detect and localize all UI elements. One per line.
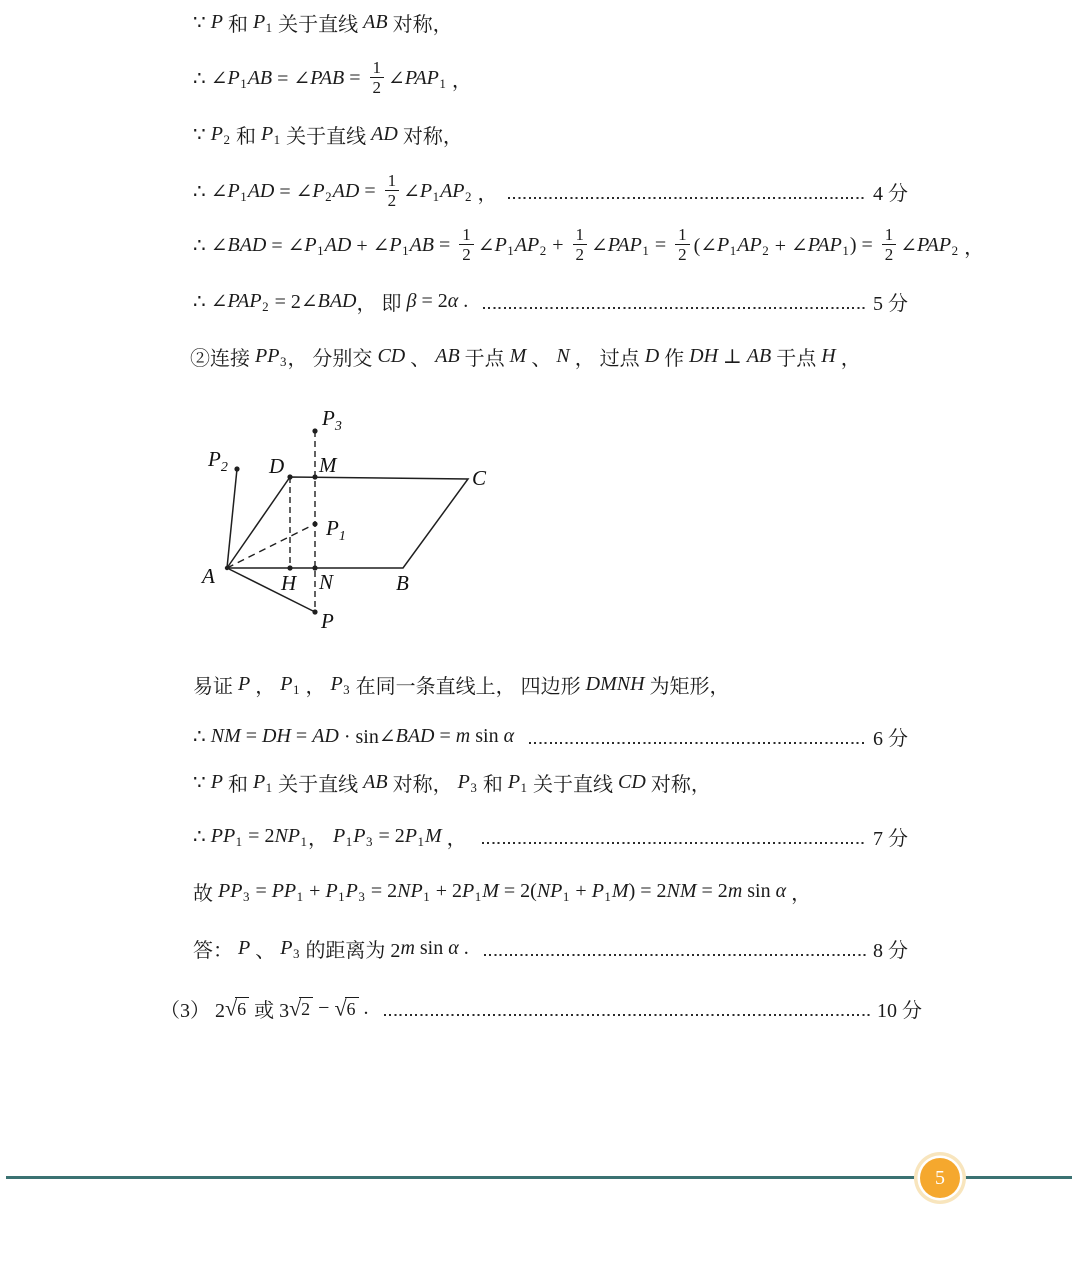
subscript: 3 bbox=[365, 834, 373, 849]
math-variable: P bbox=[494, 233, 507, 256]
text-segment: sin bbox=[742, 879, 776, 902]
text-segment: ⊥ bbox=[718, 345, 747, 368]
math-variable: P bbox=[227, 179, 240, 202]
fraction-numerator: 1 bbox=[370, 59, 385, 78]
text-segment: 关于直线 bbox=[528, 773, 619, 796]
dotted-leader bbox=[484, 954, 867, 956]
math-variable: α bbox=[775, 879, 787, 902]
math-variable: P bbox=[419, 179, 433, 202]
subscript: 1 bbox=[642, 243, 649, 258]
subscript: 1 bbox=[842, 243, 849, 258]
text-segment: 和 bbox=[230, 125, 261, 148]
math-variable: β bbox=[406, 289, 417, 312]
radical-sign: √ bbox=[225, 995, 238, 1021]
text-segment: 、 bbox=[405, 347, 436, 370]
line-premise-p-p1-ab bbox=[193, 8, 453, 36]
subscript: 1 bbox=[265, 20, 273, 35]
text-segment: ∵ bbox=[193, 11, 211, 34]
math-variable: m bbox=[727, 879, 743, 902]
math-variable: P bbox=[345, 879, 358, 902]
text-segment: . bbox=[358, 996, 374, 1019]
text-segment: 作 bbox=[659, 347, 690, 370]
text-segment: = bbox=[290, 724, 313, 747]
page-number: 5 bbox=[935, 1166, 945, 1189]
math-variable: PP bbox=[210, 824, 236, 847]
math-variable: NP bbox=[397, 879, 423, 902]
dotted-leader bbox=[482, 842, 867, 844]
subscript: 2 bbox=[539, 243, 547, 258]
subscript: 3 bbox=[279, 354, 287, 369]
text-segment: = bbox=[344, 66, 366, 89]
text-segment: = bbox=[434, 233, 456, 256]
text-segment: sin bbox=[470, 724, 504, 747]
line-collinear-rectangle bbox=[193, 670, 730, 698]
subscript: 1 bbox=[729, 243, 737, 258]
fraction bbox=[459, 226, 474, 265]
line-premise-p2-p1-ad bbox=[193, 120, 463, 148]
text-segment: ， bbox=[835, 347, 861, 370]
text-segment: + bbox=[304, 879, 326, 902]
text-segment: （3） 2 bbox=[160, 999, 225, 1022]
text-segment: ∠ bbox=[477, 234, 495, 257]
label-d: D bbox=[269, 454, 285, 478]
score-label: 10 分 bbox=[877, 999, 922, 1022]
math-variable: NP bbox=[274, 824, 301, 847]
radical-sign: √ bbox=[334, 995, 347, 1021]
text-segment: = bbox=[250, 879, 272, 902]
subscript: 1 bbox=[423, 889, 430, 904]
line-symmetry-p-p1-p3 bbox=[193, 768, 711, 796]
subscript: 1 bbox=[292, 682, 300, 697]
text-segment: ， bbox=[300, 675, 331, 698]
fraction-denominator: 2 bbox=[462, 245, 471, 264]
fraction bbox=[675, 226, 690, 265]
text-segment: 为矩形， bbox=[644, 675, 730, 698]
text-segment: = bbox=[649, 233, 672, 256]
text-segment: ∴ bbox=[193, 825, 211, 848]
math-variable: P bbox=[210, 770, 223, 793]
text-segment: 对称， bbox=[397, 125, 463, 148]
math-variable: P bbox=[260, 122, 274, 145]
text-segment: = 2 bbox=[696, 879, 728, 902]
line-pp1-2np1-score7 bbox=[193, 822, 908, 850]
math-variable: AB bbox=[363, 10, 388, 33]
math-variable: PAP bbox=[607, 233, 642, 256]
math-variable: P bbox=[227, 66, 240, 89]
fraction-denominator: 2 bbox=[678, 245, 687, 264]
math-variable: α bbox=[503, 724, 515, 747]
text-segment: + bbox=[570, 879, 592, 902]
text-segment: 对称， bbox=[645, 773, 711, 796]
text-segment: 答： bbox=[193, 939, 238, 962]
dashed-line-a-p1 bbox=[227, 524, 315, 568]
math-variable: P bbox=[280, 672, 293, 695]
math-variable: M bbox=[611, 879, 629, 902]
label-p3: $P_3$ bbox=[322, 406, 342, 434]
math-variable: PAP bbox=[227, 289, 262, 312]
math-variable: BAD bbox=[317, 289, 357, 312]
text-segment: = 2 bbox=[365, 879, 398, 902]
math-variable: NM bbox=[210, 724, 241, 747]
square-root bbox=[289, 997, 313, 1019]
text-segment: ∴ ∠ bbox=[193, 180, 228, 203]
label-p2: $P_2$ bbox=[208, 447, 228, 475]
math-variable: M bbox=[482, 879, 499, 902]
text-segment: 、 bbox=[250, 939, 281, 962]
text-segment: 关于直线 bbox=[273, 773, 364, 796]
text-segment: 关于直线 bbox=[281, 125, 372, 148]
math-variable: AD bbox=[332, 179, 360, 202]
math-variable: P bbox=[238, 936, 251, 959]
text-segment: = 2 bbox=[373, 824, 405, 847]
subscript: 2 bbox=[951, 243, 959, 258]
math-variable: CD bbox=[377, 344, 406, 367]
math-variable: BAD bbox=[395, 724, 435, 747]
text-segment: 和 bbox=[222, 13, 253, 36]
math-variable: DH bbox=[262, 724, 291, 747]
score-label: 6 分 bbox=[873, 727, 908, 750]
dotted-leader bbox=[529, 742, 867, 744]
subscript: 1 bbox=[273, 132, 281, 147]
subscript: 1 bbox=[296, 889, 304, 904]
text-segment: ， bbox=[786, 882, 812, 905]
fraction bbox=[385, 172, 400, 211]
line-angle-p1ab bbox=[193, 53, 472, 103]
text-segment: ∠ bbox=[900, 234, 918, 257]
line-part2-construction bbox=[190, 342, 861, 370]
text-segment: = bbox=[240, 724, 263, 747]
text-segment: 于点 bbox=[459, 347, 510, 370]
label-p: P bbox=[321, 609, 334, 633]
math-variable: PAP bbox=[807, 233, 842, 256]
math-variable: P bbox=[312, 179, 325, 202]
text-segment: = bbox=[359, 179, 381, 202]
math-variable: P bbox=[353, 824, 366, 847]
subscript: 3 bbox=[358, 889, 365, 904]
page-number-badge bbox=[920, 1158, 960, 1198]
text-segment: = ∠ bbox=[266, 234, 305, 257]
math-variable: P bbox=[462, 879, 475, 902]
math-variable: P bbox=[591, 879, 604, 902]
subscript: 3 bbox=[242, 889, 250, 904]
subscript: 2 bbox=[223, 132, 230, 147]
subscript: 1 bbox=[432, 189, 440, 204]
math-variable: AB bbox=[363, 770, 388, 793]
text-segment: ， bbox=[959, 236, 985, 259]
radicand: 2 bbox=[299, 997, 313, 1018]
text-segment: − bbox=[313, 996, 335, 1019]
text-segment: . bbox=[458, 936, 474, 959]
math-variable: P bbox=[325, 879, 338, 902]
math-variable: NM bbox=[666, 879, 697, 902]
math-variable: P bbox=[252, 10, 266, 33]
text-segment: (∠ bbox=[693, 234, 718, 257]
text-segment: 、 bbox=[526, 347, 557, 370]
math-variable: AB bbox=[746, 344, 772, 367]
subscript: 1 bbox=[439, 76, 446, 91]
score-label: 8 分 bbox=[873, 939, 908, 962]
subscript: 3 bbox=[292, 946, 300, 961]
math-variable: AB bbox=[435, 344, 460, 367]
fraction-denominator: 2 bbox=[372, 78, 382, 97]
text-segment: = 2 bbox=[243, 824, 275, 847]
text-segment: ∴ ∠ bbox=[193, 290, 228, 313]
dotted-leader bbox=[508, 197, 867, 199]
subscript: 2 bbox=[262, 299, 269, 314]
subscript: 1 bbox=[474, 889, 482, 904]
text-segment: ∠ bbox=[403, 180, 420, 203]
subscript: 1 bbox=[240, 76, 247, 91]
math-variable: P bbox=[304, 233, 317, 256]
text-segment: ) = bbox=[849, 233, 878, 256]
math-variable: P bbox=[280, 936, 293, 959]
subscript: 3 bbox=[343, 682, 350, 697]
label-n: N bbox=[319, 570, 334, 594]
math-variable: H bbox=[821, 344, 836, 367]
text-segment: + ∠ bbox=[769, 234, 808, 257]
text-segment: ) = 2 bbox=[628, 879, 667, 902]
text-segment: 关于直线 bbox=[273, 13, 364, 36]
text-segment: ， bbox=[441, 827, 472, 850]
line-part3-answer-score10 bbox=[160, 994, 922, 1022]
score-label: 5 分 bbox=[873, 292, 908, 315]
math-variable: N bbox=[556, 344, 570, 367]
subscript: 1 bbox=[604, 889, 611, 904]
text-segment: ， bbox=[308, 827, 334, 850]
text-segment: 或 3 bbox=[249, 999, 290, 1022]
math-variable: α bbox=[448, 936, 459, 959]
math-variable: DMNH bbox=[585, 672, 645, 695]
radicand: 6 bbox=[235, 997, 249, 1018]
math-variable: P bbox=[507, 770, 521, 793]
text-segment: = 2∠ bbox=[269, 290, 318, 313]
text-segment: ， bbox=[250, 675, 281, 698]
line-angle-p1ad-score4 bbox=[193, 166, 908, 216]
text-segment: · sin∠ bbox=[338, 725, 396, 748]
text-segment: ∵ bbox=[193, 123, 211, 146]
label-c: C bbox=[472, 466, 487, 490]
fraction-denominator: 2 bbox=[387, 191, 397, 210]
math-variable: AB bbox=[409, 233, 435, 256]
score-label: 7 分 bbox=[873, 827, 908, 850]
math-variable: D bbox=[644, 344, 660, 367]
text-segment: = 2( bbox=[498, 879, 537, 902]
text-segment: + 2 bbox=[430, 879, 462, 902]
subscript: 1 bbox=[317, 243, 324, 258]
math-variable: M bbox=[424, 824, 442, 847]
dotted-leader bbox=[384, 1014, 871, 1016]
fraction bbox=[370, 59, 385, 98]
math-variable: AP bbox=[514, 233, 540, 256]
math-variable: P bbox=[389, 233, 402, 256]
label-h: H bbox=[281, 571, 297, 595]
text-segment: = ∠ bbox=[274, 180, 313, 203]
math-variable: PP bbox=[218, 879, 243, 902]
subscript: 1 bbox=[265, 780, 273, 795]
math-variable: P bbox=[333, 824, 346, 847]
subscript: 1 bbox=[507, 243, 514, 258]
text-segment: = 2 bbox=[416, 289, 448, 312]
text-segment: ∴ ∠ bbox=[193, 67, 228, 90]
text-segment: 于点 bbox=[771, 347, 822, 370]
math-variable: AD bbox=[324, 233, 352, 256]
parallelogram-abcd bbox=[227, 477, 468, 568]
text-segment: ∴ bbox=[193, 725, 211, 748]
fraction-denominator: 2 bbox=[575, 245, 584, 264]
fraction bbox=[573, 226, 588, 265]
subscript: 1 bbox=[338, 889, 345, 904]
dotted-leader bbox=[483, 307, 867, 309]
label-p1: $P_1$ bbox=[326, 516, 346, 544]
math-variable: P bbox=[717, 233, 730, 256]
subscript: 1 bbox=[520, 780, 528, 795]
fraction-numerator: 1 bbox=[385, 172, 400, 191]
label-m: M bbox=[319, 453, 337, 477]
math-variable: AP bbox=[737, 233, 762, 256]
text-segment: ， bbox=[472, 182, 498, 205]
math-variable: AD bbox=[247, 179, 275, 202]
text-segment: + bbox=[547, 233, 569, 256]
subscript: 3 bbox=[470, 780, 477, 795]
text-segment: 的距离为 2 bbox=[300, 939, 401, 962]
math-variable: CD bbox=[618, 770, 646, 793]
text-segment: = ∠ bbox=[272, 67, 311, 90]
text-segment: 和 bbox=[477, 773, 508, 796]
math-variable: P bbox=[457, 770, 470, 793]
math-variable: P bbox=[210, 10, 223, 33]
math-variable: P bbox=[404, 824, 417, 847]
radicand: 6 bbox=[345, 997, 359, 1018]
math-variable: PP bbox=[255, 344, 280, 367]
text-segment: ， bbox=[446, 69, 472, 92]
text-segment: 易证 bbox=[193, 675, 238, 698]
subscript: 2 bbox=[762, 243, 769, 258]
subscript: 2 bbox=[325, 189, 332, 204]
fraction-denominator: 2 bbox=[884, 245, 894, 264]
fraction-numerator: 1 bbox=[675, 226, 690, 245]
math-variable: NP bbox=[536, 879, 563, 902]
fraction-numerator: 1 bbox=[573, 226, 588, 245]
text-segment: ， 过点 bbox=[569, 347, 645, 370]
text-segment: ∵ bbox=[193, 771, 211, 794]
math-variable: PP bbox=[271, 879, 297, 902]
text-segment: ②连接 bbox=[190, 347, 255, 370]
math-variable: AP bbox=[440, 179, 465, 202]
line-angle-bad-sum bbox=[193, 220, 984, 270]
text-segment: = bbox=[434, 724, 456, 747]
score-label: 4 分 bbox=[873, 182, 908, 205]
subscript: 1 bbox=[300, 834, 308, 849]
subscript: 1 bbox=[402, 243, 409, 258]
math-variable: PAP bbox=[404, 66, 439, 89]
subscript: 1 bbox=[240, 189, 247, 204]
text-segment: 故 bbox=[193, 882, 218, 905]
math-variable: P bbox=[238, 672, 251, 695]
text-segment: ， 分别交 bbox=[287, 347, 378, 370]
text-segment: . bbox=[458, 289, 474, 312]
math-variable: P bbox=[330, 672, 343, 695]
math-variable: AB bbox=[247, 66, 273, 89]
segment-a-p bbox=[227, 568, 315, 612]
math-variable: AD bbox=[371, 122, 398, 145]
fraction bbox=[882, 226, 897, 265]
math-variable: P bbox=[252, 770, 266, 793]
line-nm-dh-score6 bbox=[193, 722, 908, 750]
label-a: A bbox=[202, 564, 215, 588]
square-root bbox=[334, 997, 358, 1019]
fraction-numerator: 1 bbox=[882, 226, 897, 245]
square-root bbox=[225, 997, 249, 1019]
radical-sign: √ bbox=[289, 995, 302, 1021]
fraction-numerator: 1 bbox=[459, 226, 474, 245]
subscript: 1 bbox=[235, 834, 243, 849]
subscript: 1 bbox=[345, 834, 353, 849]
text-segment: + ∠ bbox=[351, 234, 390, 257]
math-variable: P bbox=[210, 122, 223, 145]
math-variable: PAP bbox=[917, 233, 952, 256]
segment-a-p2 bbox=[227, 469, 237, 568]
label-b: B bbox=[396, 571, 409, 595]
math-variable: m bbox=[455, 724, 471, 747]
text-segment: 在同一条直线上， 四边形 bbox=[350, 675, 586, 698]
text-segment: ∴ ∠ bbox=[193, 234, 228, 257]
line-answer-score8 bbox=[193, 934, 908, 962]
text-segment: sin bbox=[414, 936, 449, 959]
math-variable: m bbox=[400, 936, 415, 959]
geometry-diagram bbox=[180, 398, 520, 643]
text-segment: 对称， bbox=[387, 13, 453, 36]
math-variable: BAD bbox=[227, 233, 267, 256]
math-variable: M bbox=[509, 344, 527, 367]
subscript: 2 bbox=[465, 189, 472, 204]
footer-rule bbox=[6, 1176, 1072, 1179]
subscript: 1 bbox=[417, 834, 424, 849]
math-variable: α bbox=[447, 289, 459, 312]
subscript: 1 bbox=[562, 889, 570, 904]
math-variable: DH bbox=[689, 344, 719, 367]
math-variable: AD bbox=[312, 724, 339, 747]
line-pp3-sum bbox=[193, 876, 811, 906]
text-segment: ， 即 bbox=[356, 292, 407, 315]
text-segment: ∠ bbox=[388, 67, 405, 90]
text-segment: 和 bbox=[222, 773, 253, 796]
text-segment: 对称， bbox=[387, 773, 458, 796]
math-variable: PAB bbox=[310, 66, 345, 89]
line-beta-2alpha-score5 bbox=[193, 287, 908, 315]
text-segment bbox=[514, 725, 519, 748]
text-segment: ∠ bbox=[591, 234, 608, 257]
